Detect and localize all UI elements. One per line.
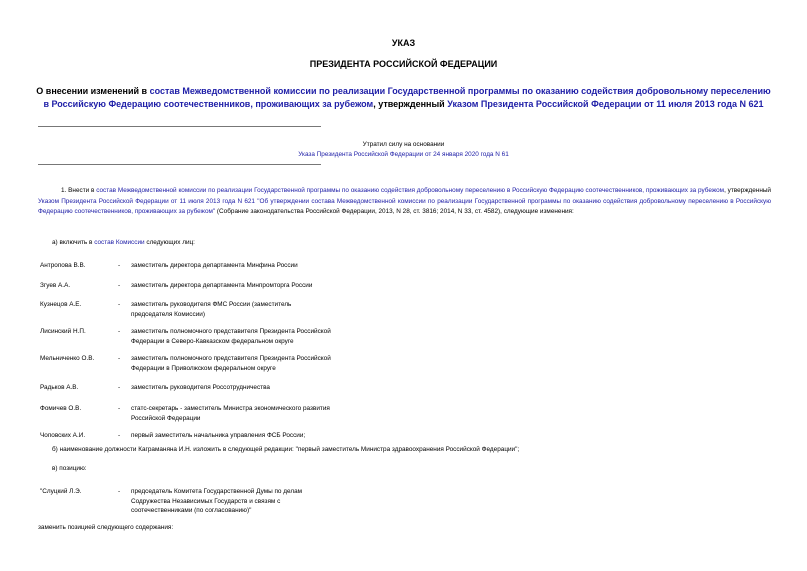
decree-subject [36, 85, 771, 111]
subject-text-1: О внесении изменений в [36, 86, 150, 96]
sub-a-text-2: следующих лиц: [144, 239, 195, 246]
divider-top [38, 126, 321, 127]
member-name: Лисинский Н.П. [40, 328, 86, 335]
member-position: заместитель полномочного представителя Президента Российской Федерации в Северо-Кавказском федеральном округе [131, 328, 331, 345]
decree-issuer: ПРЕЗИДЕНТА РОССИЙСКОЙ ФЕДЕРАЦИИ [309, 59, 498, 69]
member-name: Чоповских А.И. [40, 432, 86, 439]
member-dash: - [118, 355, 121, 362]
member-position: статс-секретарь - заместитель Министра экономического развития Российской Федерации [131, 405, 330, 422]
member-name: Згуев А.А. [40, 282, 71, 289]
member-dash: - [118, 432, 121, 439]
para1-link-commission[interactable]: состав Межведомственной комиссии по реализации Государственной программы по оказанию содействия добровольному переселению в Российскую Федерацию соотечественников, проживающих за рубежом [96, 187, 725, 194]
decree-title: УКАЗ [391, 38, 416, 48]
replaced-position: председатель Комитета Государственной Думы по делам Содружества Независимых Государств и связям с соотечественниками (по согласованию)" [131, 488, 303, 515]
para1-link-decree[interactable]: Указом Президента Российской Федерации от 11 июля 2013 года N 621 "Об утверждении состава Межведомственной комиссии по реализации Государственной программы по оказанию содействия добровольному переселению в Российскую Федерацию соотечественников, проживающих за рубежом" [38, 197, 771, 216]
member-name: Радьков А.В. [40, 384, 79, 391]
member-position: заместитель полномочного представителя Президента Российской Федерации в Приволжском федеральном округе [131, 355, 331, 372]
sub-a-text-1: а) включить в [52, 239, 95, 246]
replaced-dash: - [118, 488, 121, 495]
member-name: Фомичев О.В. [40, 405, 82, 412]
member-dash: - [118, 328, 121, 335]
member-position: первый заместитель начальника управления ФСБ России; [131, 432, 306, 439]
member-dash: - [118, 282, 121, 289]
paragraph-1 [38, 186, 771, 218]
member-name: Мельниченко О.В. [40, 355, 95, 362]
member-name: Кузнецов А.Е. [40, 301, 82, 308]
member-position: заместитель директора департамента Минфина России [131, 262, 298, 269]
member-position: заместитель руководителя Россотрудничества [131, 384, 270, 391]
replaced-name: "Слуцкий Л.Э. [40, 488, 82, 495]
member-dash: - [118, 301, 121, 308]
member-dash: - [118, 384, 121, 391]
member-dash: - [118, 262, 121, 269]
member-name: Антропова В.В. [40, 262, 86, 269]
member-dash: - [118, 405, 121, 412]
subject-link-commission[interactable]: состав Межведомственной комиссии по реализации Государственной программы по оказанию содействия добровольному переселению в Российскую Федерацию соотечественников, проживающих за рубежом [43, 86, 771, 109]
divider-bottom [38, 164, 321, 165]
subject-text-2: , утвержденный [373, 99, 448, 109]
lost-force-note: Утратил силу на основании [362, 141, 445, 148]
subparagraph-b: б) наименование должности Каграманяна И.Н. изложить в следующей редакции: "первый заместитель Министра здравоохранения Российской Федерации"; [52, 446, 520, 453]
final-line: заменить позицией следующего содержания: [38, 524, 174, 531]
member-position: заместитель руководителя ФМС России (заместитель председателя Комиссии) [131, 301, 292, 318]
member-position: заместитель директора департамента Минпромторга России [131, 282, 313, 289]
sub-a-link[interactable]: состав Комиссии [94, 239, 145, 246]
lost-force-link[interactable]: Указа Президента Российской Федерации от 24 января 2020 года N 61 [298, 151, 509, 158]
subparagraph-c: в) позицию: [52, 465, 87, 472]
para1-text-2: , утвержденный [724, 187, 772, 194]
subparagraph-a [52, 238, 195, 248]
para1-text-1: 1. Внести в [61, 187, 97, 194]
para1-text-3: (Собрание законодательства Российской Федерации, 2013, N 28, ст. 3816; 2014, N 33, ст. 4582), следующие изменения: [215, 208, 574, 216]
subject-link-decree[interactable]: Указом Президента Российской Федерации от 11 июля 2013 года N 621 [447, 99, 764, 109]
